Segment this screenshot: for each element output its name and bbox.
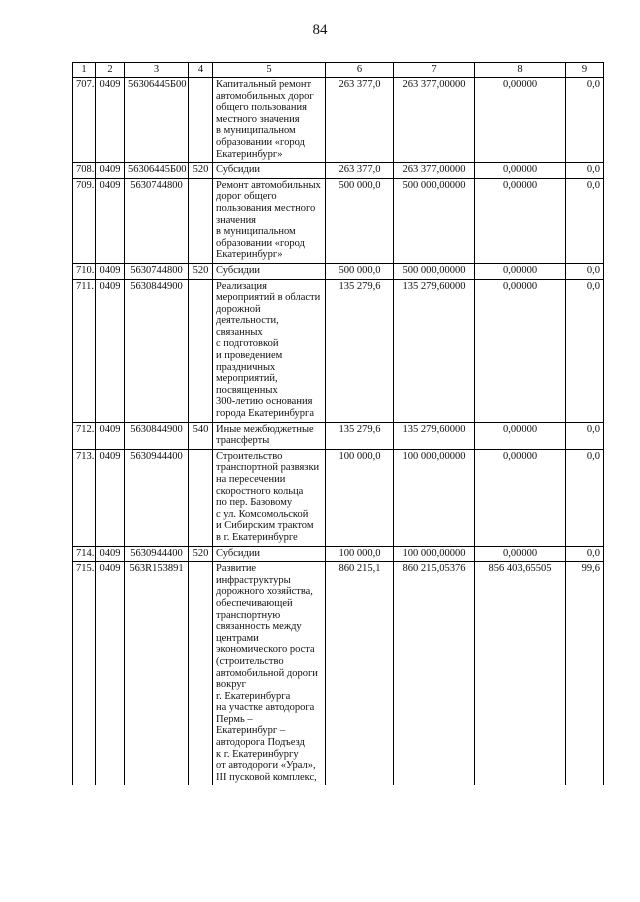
- row-number: 715.: [73, 562, 96, 786]
- item-name-line: Капитальный ремонт: [216, 79, 312, 90]
- item-name-line: автомобильной дороги: [216, 667, 318, 679]
- row-number: 711.: [73, 279, 96, 422]
- item-name-line: от автодороги «Урал»,: [216, 760, 316, 772]
- item-name-line: местного значения: [216, 113, 300, 125]
- executed-amount: 0,00000: [475, 422, 566, 449]
- expense-type-code: [189, 562, 213, 786]
- table-row: [73, 562, 604, 786]
- item-name-line: образовании «город: [216, 237, 305, 249]
- column-header: 7: [394, 63, 475, 78]
- approved-amount: 100 000,00000: [394, 546, 475, 562]
- column-header: 2: [96, 63, 125, 78]
- item-name: [213, 422, 326, 449]
- row-number: 709.: [73, 178, 96, 263]
- item-name-line: связанность между: [216, 621, 302, 633]
- execution-percent: 0,0: [566, 178, 604, 263]
- item-name-line: III пусковой комплекс,: [216, 771, 317, 783]
- execution-percent: 0,0: [566, 163, 604, 179]
- section-code: 0409: [96, 279, 125, 422]
- executed-amount: 0,00000: [475, 279, 566, 422]
- expense-type-code: 540: [189, 422, 213, 449]
- row-number: 707.: [73, 78, 96, 163]
- item-name-line: Субсидии: [216, 547, 261, 559]
- item-name-line: автодорога Подъезд: [216, 737, 305, 749]
- planned-amount: 135 279,6: [326, 279, 394, 422]
- execution-percent: 0,0: [566, 78, 604, 163]
- item-name-line: деятельности,: [216, 315, 279, 327]
- section-code: 0409: [96, 163, 125, 179]
- item-name-line: обеспечивающей: [216, 597, 293, 609]
- item-name-line: на пересечении: [216, 474, 286, 485]
- item-name-line: праздничных: [216, 361, 276, 373]
- executed-amount: 0,00000: [475, 263, 566, 279]
- execution-percent: 0,0: [566, 546, 604, 562]
- target-item-code: 56306445Б00: [125, 78, 189, 163]
- expense-type-code: [189, 78, 213, 163]
- item-name: [213, 78, 326, 163]
- column-header: 5: [213, 63, 326, 78]
- item-name-line: г. Екатеринбурга: [216, 690, 291, 702]
- table-row: [73, 279, 604, 422]
- section-code: 0409: [96, 449, 125, 546]
- column-header: 9: [566, 63, 604, 78]
- item-name-line: мероприятий в области: [216, 292, 321, 304]
- item-name-line: в муниципальном: [216, 125, 296, 137]
- expense-type-code: [189, 178, 213, 263]
- table-row: [73, 78, 604, 163]
- item-name-line: города Екатеринбурга: [216, 408, 315, 420]
- approved-amount: 500 000,00000: [394, 178, 475, 263]
- approved-amount: 500 000,00000: [394, 263, 475, 279]
- target-item-code: 5630944400: [125, 546, 189, 562]
- item-name-line: трансферты: [216, 435, 270, 447]
- item-name-line: образовании «город: [216, 136, 305, 148]
- executed-amount: 0,00000: [475, 546, 566, 562]
- target-item-code: 5630944400: [125, 449, 189, 546]
- table-row: [73, 422, 604, 449]
- planned-amount: 860 215,1: [326, 562, 394, 786]
- item-name-line: автомобильных дорог: [216, 90, 314, 102]
- item-name: [213, 562, 326, 786]
- item-name-line: на участке автодорога: [216, 702, 315, 714]
- item-name-line: связанных: [216, 326, 263, 338]
- planned-amount: 500 000,0: [326, 263, 394, 279]
- row-number: 714.: [73, 546, 96, 562]
- table-row: [73, 449, 604, 546]
- item-name-line: к г. Екатеринбургу: [216, 748, 299, 760]
- table-row: [73, 178, 604, 263]
- item-name: [213, 263, 326, 279]
- item-name-line: Субсидии: [216, 264, 261, 276]
- item-name-line: 300-летию основания: [216, 396, 313, 408]
- section-code: 0409: [96, 263, 125, 279]
- column-header: 4: [189, 63, 213, 78]
- execution-percent: 0,0: [566, 279, 604, 422]
- table-body: [73, 78, 604, 786]
- item-name: [213, 546, 326, 562]
- item-name-line: вокруг: [216, 679, 246, 691]
- item-name-line: и Сибирским трактом: [216, 520, 314, 532]
- item-name-line: инфраструктуры: [216, 574, 291, 586]
- target-item-code: 5630744800: [125, 263, 189, 279]
- expense-type-code: 520: [189, 263, 213, 279]
- row-number: 713.: [73, 449, 96, 546]
- planned-amount: 100 000,0: [326, 546, 394, 562]
- row-number: 712.: [73, 422, 96, 449]
- item-name: [213, 449, 326, 546]
- item-name-line: с ул. Комсомольской: [216, 508, 309, 520]
- target-item-code: 5630844900: [125, 279, 189, 422]
- item-name-line: и проведением: [216, 350, 283, 362]
- planned-amount: 135 279,6: [326, 422, 394, 449]
- approved-amount: 263 377,00000: [394, 163, 475, 179]
- item-name-line: скоростного кольца: [216, 485, 304, 497]
- item-name-line: дорог общего: [216, 191, 277, 203]
- executed-amount: 856 403,65505: [475, 562, 566, 786]
- item-name-line: Екатеринбург –: [216, 725, 286, 737]
- target-item-code: 5630744800: [125, 178, 189, 263]
- item-name-line: пользования местного: [216, 202, 316, 214]
- item-name-line: в муниципальном: [216, 226, 296, 238]
- executed-amount: 0,00000: [475, 163, 566, 179]
- section-code: 0409: [96, 562, 125, 786]
- approved-amount: 860 215,05376: [394, 562, 475, 786]
- approved-amount: 100 000,00000: [394, 449, 475, 546]
- item-name-line: (строительство: [216, 655, 284, 667]
- item-name-line: Екатеринбург»: [216, 249, 283, 261]
- item-name-line: Развитие: [216, 563, 257, 575]
- item-name-line: Пермь –: [216, 713, 253, 725]
- table-row: [73, 546, 604, 562]
- execution-percent: 99,6: [566, 562, 604, 786]
- planned-amount: 263 377,0: [326, 163, 394, 179]
- row-number: 708.: [73, 163, 96, 179]
- item-name-line: транспортную: [216, 609, 281, 621]
- section-code: 0409: [96, 546, 125, 562]
- item-name-line: значения: [216, 214, 257, 226]
- item-name-line: экономического роста: [216, 644, 315, 656]
- item-name: [213, 163, 326, 179]
- item-name-line: дорожного хозяйства,: [216, 586, 313, 598]
- item-name-line: Екатеринбург»: [216, 148, 283, 160]
- item-name-line: Реализация: [216, 280, 267, 292]
- approved-amount: 135 279,60000: [394, 422, 475, 449]
- item-name-line: центрами: [216, 632, 259, 644]
- planned-amount: 100 000,0: [326, 449, 394, 546]
- executed-amount: 0,00000: [475, 78, 566, 163]
- page-number: 84: [312, 22, 328, 38]
- item-name-line: в г. Екатеринбурге: [216, 531, 298, 543]
- item-name-line: транспортной развязки: [216, 462, 320, 474]
- approved-amount: 135 279,60000: [394, 279, 475, 422]
- executed-amount: 0,00000: [475, 178, 566, 263]
- execution-percent: 0,0: [566, 263, 604, 279]
- item-name-line: с подготовкой: [216, 338, 279, 350]
- column-header: 1: [73, 63, 96, 78]
- expense-type-code: [189, 449, 213, 546]
- column-header: 3: [125, 63, 189, 78]
- target-item-code: 563R153891: [125, 562, 189, 786]
- executed-amount: 0,00000: [475, 449, 566, 546]
- item-name-line: мероприятий,: [216, 373, 278, 385]
- expense-type-code: [189, 279, 213, 422]
- budget-table: [72, 62, 604, 785]
- target-item-code: 56306445Б00: [125, 163, 189, 179]
- item-name-line: Субсидии: [216, 164, 261, 176]
- approved-amount: 263 377,00000: [394, 78, 475, 163]
- item-name-line: общего пользования: [216, 102, 307, 114]
- planned-amount: 263 377,0: [326, 78, 394, 163]
- item-name: [213, 178, 326, 263]
- expense-type-code: 520: [189, 546, 213, 562]
- item-name: [213, 279, 326, 422]
- section-code: 0409: [96, 422, 125, 449]
- expense-type-code: 520: [189, 163, 213, 179]
- target-item-code: 5630844900: [125, 422, 189, 449]
- item-name-line: по пер. Базовому: [216, 497, 293, 509]
- execution-percent: 0,0: [566, 422, 604, 449]
- item-name-line: посвященных: [216, 384, 278, 396]
- section-code: 0409: [96, 78, 125, 163]
- row-number: 710.: [73, 263, 96, 279]
- item-name-line: Иные межбюджетные: [216, 423, 314, 435]
- section-code: 0409: [96, 178, 125, 263]
- column-header: 8: [475, 63, 566, 78]
- table-header-row: [73, 63, 604, 78]
- table-row: [73, 263, 604, 279]
- execution-percent: 0,0: [566, 449, 604, 546]
- planned-amount: 500 000,0: [326, 178, 394, 263]
- item-name-line: Строительство: [216, 450, 283, 462]
- table-row: [73, 163, 604, 179]
- item-name-line: дорожной: [216, 303, 261, 315]
- item-name-line: Ремонт автомобильных: [216, 179, 321, 191]
- column-header: 6: [326, 63, 394, 78]
